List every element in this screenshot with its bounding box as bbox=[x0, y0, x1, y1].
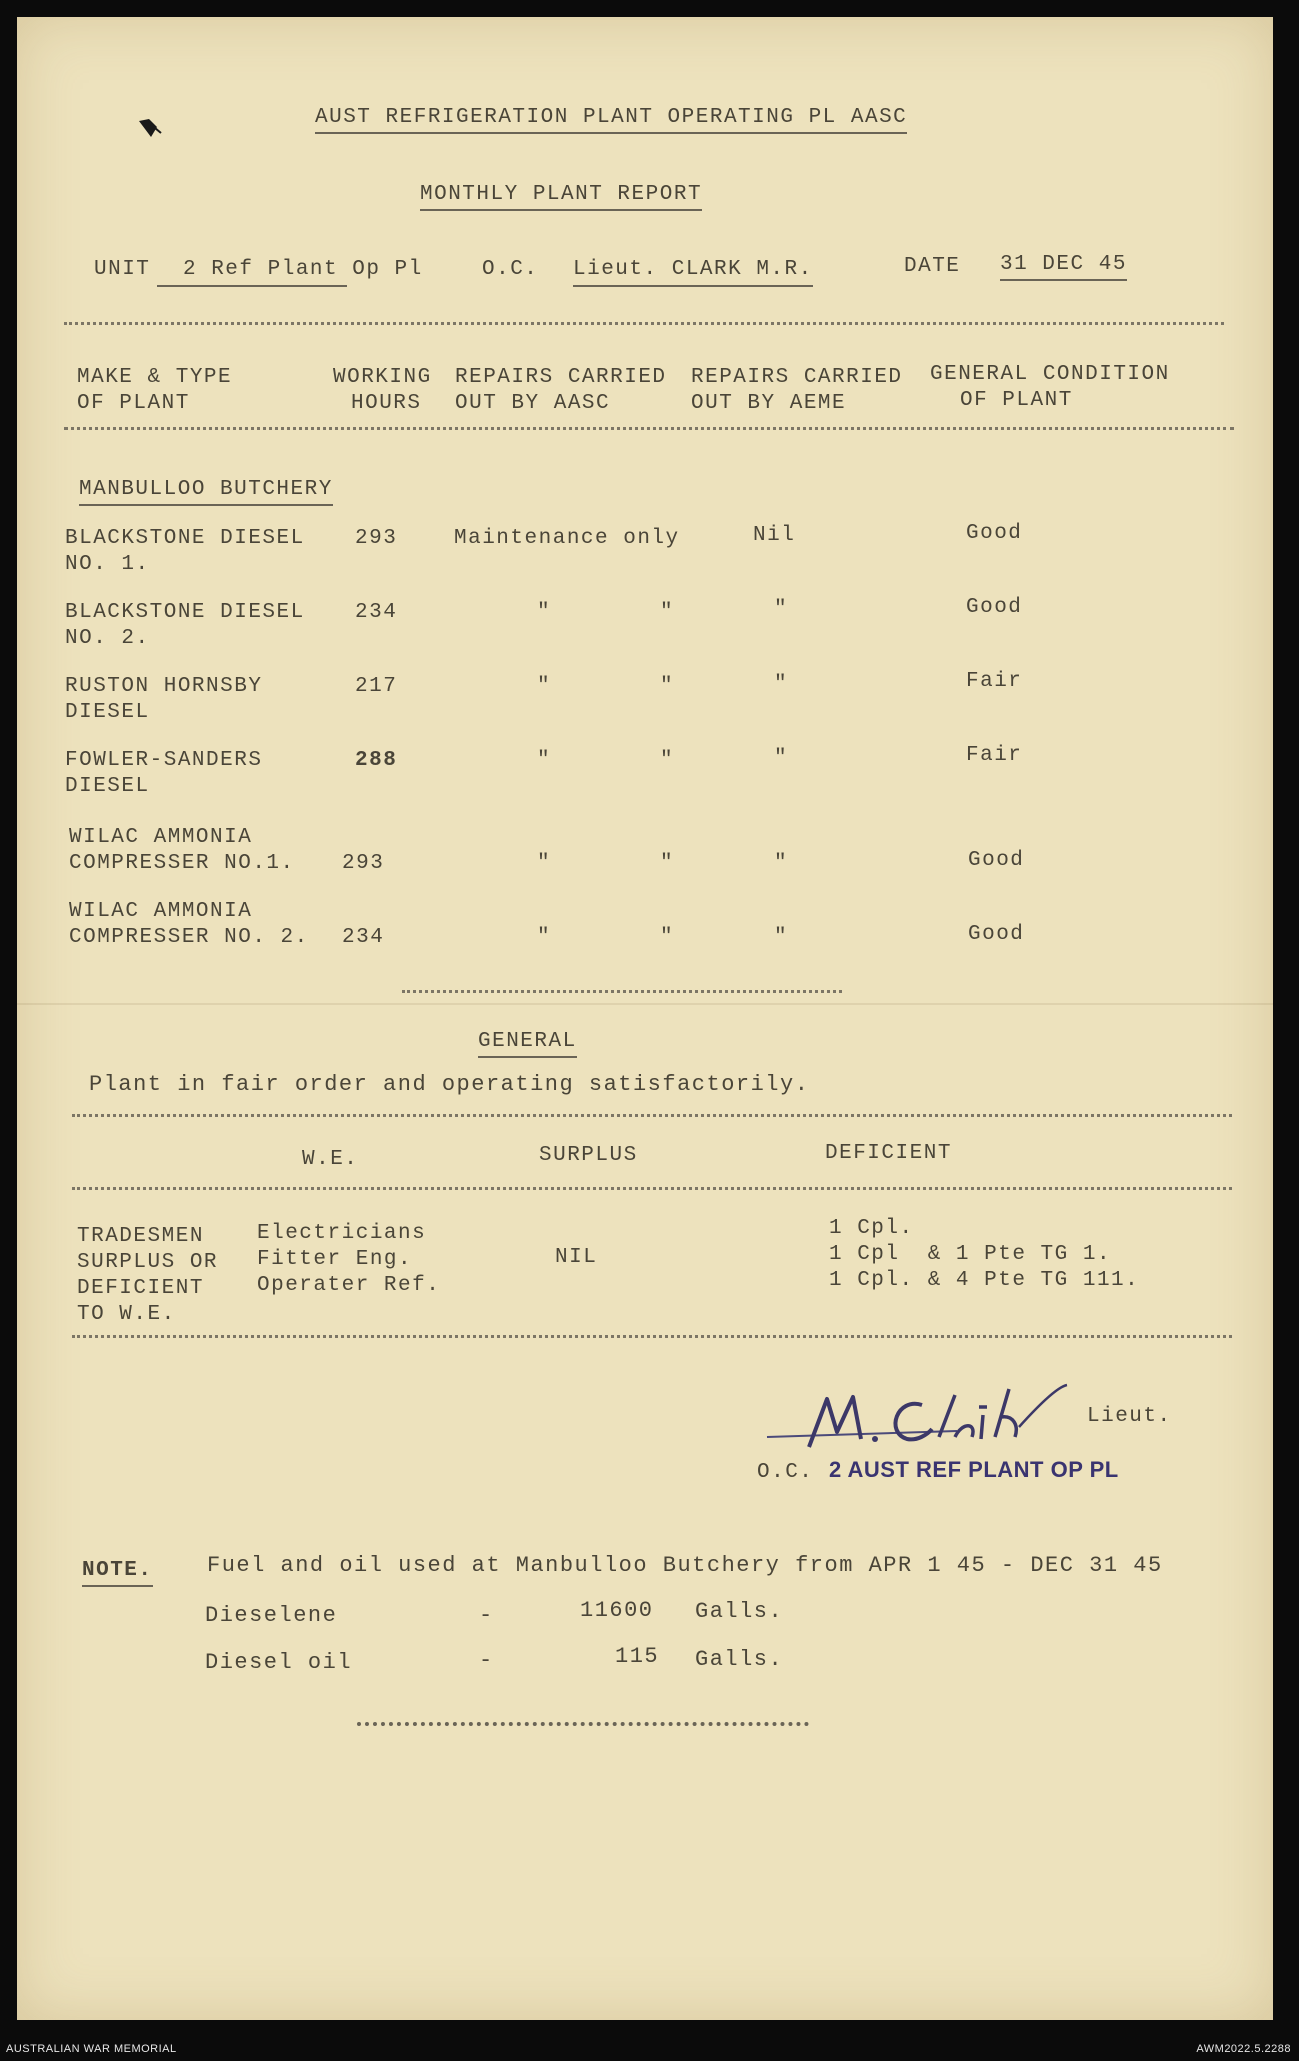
document-page bbox=[17, 17, 1273, 2020]
aasc-value: " bbox=[537, 749, 552, 772]
unit-stamp: 2 AUST REF PLANT OP PL bbox=[829, 1457, 1119, 1482]
footer-right: AWM2022.5.2288 bbox=[1196, 2043, 1291, 2055]
tradesmen-label: TRADESMEN bbox=[77, 1225, 204, 1248]
col-aeme: OUT BY AEME bbox=[691, 392, 847, 415]
hours-value: 288 bbox=[355, 749, 398, 772]
divider bbox=[64, 322, 1224, 325]
condition-value: Good bbox=[968, 923, 1025, 946]
divider bbox=[72, 1187, 1232, 1190]
condition-value: Fair bbox=[966, 670, 1023, 693]
tradesmen-label: DEFICIENT bbox=[77, 1277, 204, 1300]
col-aasc: REPAIRS CARRIED bbox=[455, 366, 667, 389]
aeme-value: " bbox=[774, 926, 789, 949]
aeme-value: " bbox=[774, 747, 789, 770]
trade-item: Fitter Eng. bbox=[257, 1248, 413, 1271]
plant-name: WILAC AMMONIA bbox=[69, 826, 253, 849]
plant-name: COMPRESSER NO.1. bbox=[69, 852, 295, 875]
date-label: DATE bbox=[904, 255, 961, 278]
condition-value: Good bbox=[968, 849, 1025, 872]
report-title: MONTHLY PLANT REPORT bbox=[420, 182, 702, 211]
col-condition: GENERAL CONDITION bbox=[930, 363, 1170, 386]
aasc-value: " bbox=[660, 926, 675, 949]
hours-value: 293 bbox=[355, 527, 398, 550]
note-label: NOTE. bbox=[82, 1558, 153, 1587]
aasc-value: " bbox=[537, 926, 552, 949]
surplus-value: NIL bbox=[555, 1246, 598, 1269]
aasc-value: " bbox=[537, 601, 552, 624]
tradesmen-label: TO W.E. bbox=[77, 1303, 176, 1326]
general-title: GENERAL bbox=[478, 1029, 577, 1058]
punch-mark-icon bbox=[135, 115, 165, 145]
hours-value: 217 bbox=[355, 675, 398, 698]
aasc-value: " bbox=[660, 852, 675, 875]
aasc-value: " bbox=[660, 601, 675, 624]
deficient-item: 1 Cpl. bbox=[829, 1217, 914, 1240]
trade-item: Operater Ref. bbox=[257, 1274, 441, 1297]
plant-name: FOWLER-SANDERS bbox=[65, 749, 263, 772]
divider bbox=[157, 285, 347, 287]
fuel-name: Dieselene bbox=[205, 1603, 338, 1628]
col-hours: HOURS bbox=[351, 392, 422, 415]
divider bbox=[357, 1722, 809, 1726]
aeme-value: " bbox=[774, 598, 789, 621]
handwritten-signature bbox=[757, 1377, 1107, 1467]
date-value: 31 DEC 45 bbox=[1000, 252, 1127, 281]
plant-name: WILAC AMMONIA bbox=[69, 900, 253, 923]
surplus-header: SURPLUS bbox=[539, 1144, 638, 1167]
tradesmen-label: SURPLUS OR bbox=[77, 1251, 219, 1274]
col-make: MAKE & TYPE bbox=[77, 366, 233, 389]
plant-name: NO. 1. bbox=[65, 553, 150, 576]
plant-name: NO. 2. bbox=[65, 627, 150, 650]
oc-prefix: O.C. bbox=[757, 1461, 814, 1484]
signature-rank: Lieut. bbox=[1087, 1405, 1172, 1428]
col-aeme: REPAIRS CARRIED bbox=[691, 366, 903, 389]
aeme-value: " bbox=[774, 852, 789, 875]
footer-left: AUSTRALIAN WAR MEMORIAL bbox=[6, 2043, 177, 2055]
trade-item: Electricians bbox=[257, 1222, 427, 1245]
aeme-value: " bbox=[774, 673, 789, 696]
condition-value: Good bbox=[966, 596, 1023, 619]
plant-name: BLACKSTONE DIESEL bbox=[65, 527, 305, 550]
col-condition: OF PLANT bbox=[960, 389, 1073, 412]
note-text: Fuel and oil used at Manbulloo Butchery from APR 1 45 - DEC 31 45 bbox=[207, 1553, 1163, 1578]
oc-value: Lieut. CLARK M.R. bbox=[573, 258, 813, 281]
section-title: MANBULLOO BUTCHERY bbox=[79, 477, 333, 506]
unit-value: 2 Ref Plant Op Pl bbox=[183, 258, 423, 281]
col-aasc: OUT BY AASC bbox=[455, 392, 611, 415]
aasc-value: " bbox=[660, 675, 675, 698]
fuel-unit: Galls. bbox=[695, 1599, 784, 1624]
hours-value: 293 bbox=[342, 852, 385, 875]
general-text: Plant in fair order and operating satisfactorily. bbox=[89, 1072, 810, 1097]
plant-name: BLACKSTONE DIESEL bbox=[65, 601, 305, 624]
divider bbox=[72, 1114, 1232, 1117]
condition-value: Fair bbox=[966, 744, 1023, 767]
fuel-name: Diesel oil bbox=[205, 1650, 353, 1675]
col-hours: WORKING bbox=[333, 366, 432, 389]
fuel-unit: Galls. bbox=[695, 1647, 784, 1672]
plant-name: DIESEL bbox=[65, 775, 150, 798]
plant-name: DIESEL bbox=[65, 701, 150, 724]
condition-value: Good bbox=[966, 522, 1023, 545]
plant-name: COMPRESSER NO. 2. bbox=[69, 926, 309, 949]
divider bbox=[72, 1335, 1232, 1338]
deficient-header: DEFICIENT bbox=[825, 1142, 952, 1165]
oc-label: O.C. bbox=[482, 258, 539, 281]
divider bbox=[573, 285, 813, 287]
fuel-dash: - bbox=[479, 1603, 494, 1628]
deficient-item: 1 Cpl. & 4 Pte TG 111. bbox=[829, 1269, 1140, 1292]
deficient-item: 1 Cpl & 1 Pte TG 1. bbox=[829, 1243, 1112, 1266]
hours-value: 234 bbox=[342, 926, 385, 949]
fuel-qty: 11600 bbox=[580, 1598, 654, 1623]
aasc-value: " bbox=[537, 675, 552, 698]
divider bbox=[402, 990, 842, 993]
col-make: OF PLANT bbox=[77, 392, 190, 415]
unit-label: UNIT bbox=[94, 258, 151, 281]
hours-value: 234 bbox=[355, 601, 398, 624]
divider bbox=[64, 427, 1234, 430]
we-header: W.E. bbox=[302, 1148, 359, 1171]
plant-name: RUSTON HORNSBY bbox=[65, 675, 263, 698]
fold-crease bbox=[17, 1003, 1273, 1005]
org-title: AUST REFRIGERATION PLANT OPERATING PL AASC bbox=[315, 105, 907, 134]
aeme-value: Nil bbox=[753, 524, 796, 547]
fuel-qty: 115 bbox=[615, 1644, 660, 1669]
aasc-value: " bbox=[660, 749, 675, 772]
fuel-dash: - bbox=[479, 1648, 494, 1673]
aasc-value: Maintenance only bbox=[454, 527, 680, 550]
aasc-value: " bbox=[537, 852, 552, 875]
